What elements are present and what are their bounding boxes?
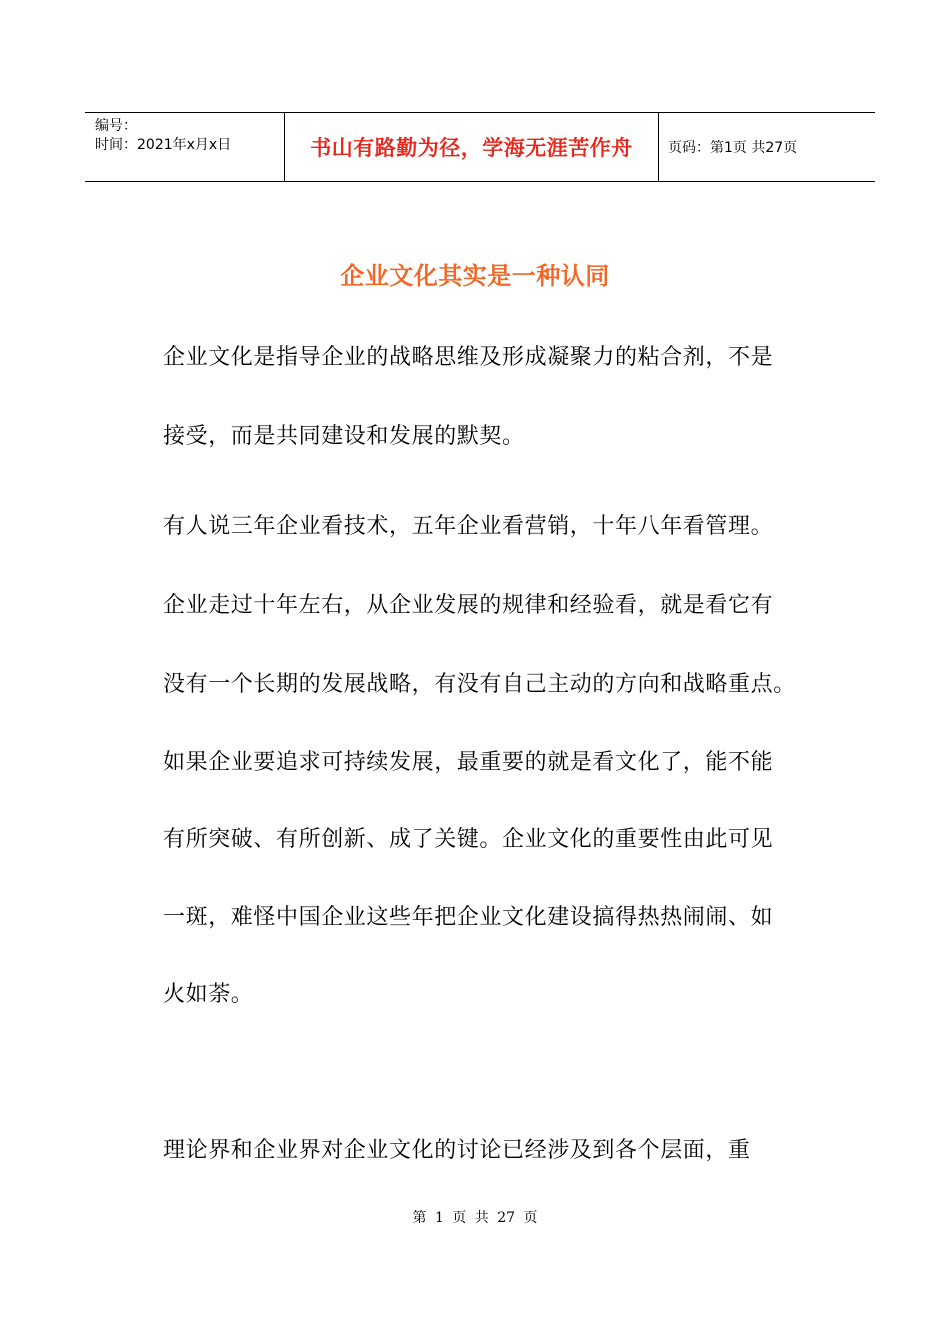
header-page-info: 页码：第1页 共27页 (668, 140, 798, 156)
body-line: 理论界和企业界对企业文化的讨论已经涉及到各个层面，重 (163, 1138, 751, 1163)
document-header (85, 112, 875, 182)
header-page-cell (659, 113, 875, 181)
number-label: 编号： (95, 118, 137, 134)
time-label: 时间：2021年x月x日 (95, 137, 232, 153)
body-line: 企业走过十年左右，从企业发展的规律和经验看，就是看它有 (163, 593, 774, 618)
header-meta-cell (85, 113, 285, 181)
document-title: 企业文化其实是一种认同 (340, 262, 610, 290)
body-line: 一斑，难怪中国企业这些年把企业文化建设搞得热热闹闹、如 (163, 905, 774, 930)
body-line: 接受，而是共同建设和发展的默契。 (163, 424, 525, 449)
page-footer: 第 1 页 共 27 页 (412, 1210, 538, 1226)
header-motto-cell (285, 113, 659, 181)
body-line: 火如荼。 (163, 982, 254, 1007)
motto-text: 书山有路勤为径，学海无涯苦作舟 (310, 136, 633, 160)
body-line: 有人说三年企业看技术，五年企业看营销，十年八年看管理。 (163, 514, 774, 539)
body-line: 没有一个长期的发展战略，有没有自己主动的方向和战略重点。 (163, 672, 796, 697)
body-line: 如果企业要追求可持续发展，最重要的就是看文化了，能不能 (163, 750, 774, 775)
body-line: 有所突破、有所创新、成了关键。企业文化的重要性由此可见 (163, 827, 774, 852)
body-line: 企业文化是指导企业的战略思维及形成凝聚力的粘合剂，不是 (163, 345, 774, 370)
